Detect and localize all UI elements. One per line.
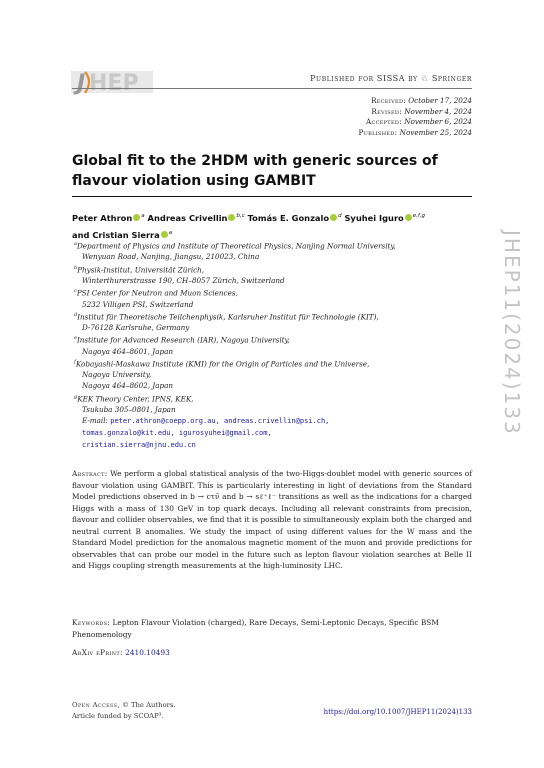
affil-line: Wenyuan Road, Nanjing, Jiangsu, 210023, China — [82, 252, 260, 262]
date-label: Received: — [371, 96, 406, 105]
publisher-name: Springer — [431, 74, 472, 83]
affil-line: Nagoya University, — [82, 370, 152, 380]
affil-line: Nagoya 464–8601, Japan — [82, 346, 173, 356]
affil-line: PSI Center for Neutron and Muon Sciences, — [76, 288, 238, 298]
footer-license — [72, 700, 272, 721]
date-value: November 6, 2024 — [404, 117, 472, 127]
date-label: Revised: — [371, 106, 402, 116]
side-stamp — [496, 230, 528, 492]
affiliation-b — [74, 263, 474, 287]
email-link[interactable]: cristian.sierra@njnu.edu.cn — [82, 441, 196, 450]
affil-mark: a — [74, 241, 77, 247]
affiliation-a — [74, 239, 474, 263]
author-name: Cristian Sierra — [92, 229, 160, 240]
keywords-text: Lepton Flavour Violation (charged), Rare Decays, Semi-Leptonic Decays, Specific BSM Phenomenology — [72, 618, 439, 639]
affiliation-d — [74, 310, 474, 334]
author-affil-mark: e,f,g — [412, 213, 425, 219]
orcid-icon[interactable] — [405, 214, 412, 221]
doi-link[interactable]: https://doi.org/10.1007/JHEP11(2024)133 — [323, 708, 472, 716]
affiliation-g — [74, 392, 474, 416]
open-access-label: Open Access, — [72, 701, 120, 709]
publisher-line — [290, 74, 472, 83]
affil-line: Department of Physics and Institute of Theoretical Physics, Nanjing Normal University, — [76, 241, 396, 251]
affil-line: Tsukuba 305–0801, Japan — [82, 405, 176, 415]
orcid-icon[interactable] — [228, 214, 235, 221]
author-list — [72, 209, 477, 243]
author-name: Andreas Crivellin — [147, 212, 228, 223]
orcid-icon[interactable] — [133, 214, 140, 221]
date-label: Published: — [358, 127, 398, 137]
author-name: Syuhei Iguro — [344, 212, 404, 223]
affil-line: KEK Theory Center, IPNS, KEK, — [77, 393, 194, 403]
abstract — [72, 468, 472, 572]
orcid-icon[interactable] — [161, 231, 168, 238]
affil-line: Physik-Institut, Universität Zürich, — [77, 264, 205, 274]
author-conjunction: and — [72, 229, 90, 240]
affil-line: D-76128 Karlsruhe, Germany — [82, 323, 190, 333]
springer-icon: ♘ — [420, 74, 429, 83]
funding-text: Article funded by SCOAP³. — [72, 711, 164, 720]
jhep-logo-icon — [71, 69, 153, 95]
publisher-text: Published for SISSA by — [310, 74, 418, 83]
affiliations — [74, 239, 474, 451]
svg-text:HEP: HEP — [89, 71, 139, 95]
affil-line: Kobayashi-Maskawa Institute (KMI) for the Origin of Particles and the Universe, — [75, 359, 370, 369]
history-dates — [330, 96, 472, 138]
affil-mark: f — [74, 358, 76, 365]
abstract-label: Abstract: — [72, 469, 108, 478]
arxiv-label: ArXiv ePrint: — [72, 648, 123, 657]
journal-logo — [71, 69, 153, 95]
author-name: Peter Athron — [72, 212, 133, 223]
arxiv-link[interactable]: 2410.10493 — [125, 648, 170, 657]
author-name: Tomás E. Gonzalo — [247, 212, 330, 223]
date-accepted — [330, 117, 472, 128]
date-value: November 4, 2024 — [404, 106, 472, 116]
keywords — [72, 617, 472, 640]
title-divider — [72, 196, 472, 197]
email-block — [74, 415, 474, 451]
author-affil-mark: b,c — [236, 213, 245, 219]
side-stamp-text: JHEP11(2024)133 — [500, 230, 524, 436]
affil-mark: e — [74, 335, 77, 342]
affil-line: Institut für Theoretische Teilchenphysik, Karlsruher Institut für Technologie (KIT), — [77, 312, 379, 322]
paper-title: Global fit to the 2HDM with generic sources of flavour violation using GAMBIT — [72, 153, 438, 189]
orcid-icon[interactable] — [330, 214, 337, 221]
email-link[interactable]: tomas.gonzalo@kit.edu, igurosyuhei@gmail.com, — [82, 429, 272, 438]
date-published — [330, 128, 472, 139]
date-revised — [330, 107, 472, 118]
affil-line: Nagoya 464–8602, Japan — [82, 381, 173, 391]
keywords-label: Keywords: — [72, 618, 111, 627]
email-label: E-mail: — [82, 416, 108, 426]
affiliation-f — [74, 357, 474, 392]
rights-text: © The Authors. — [122, 701, 176, 709]
affil-line: 5232 Villigen PSI, Switzerland — [82, 299, 194, 309]
email-link[interactable]: peter.athron@coepp.org.au, andreas.crivellin@psi.ch, — [110, 417, 330, 426]
svg-text:J: J — [77, 71, 86, 95]
affil-mark: d — [74, 311, 78, 318]
author-affil-mark: d — [338, 213, 342, 219]
affil-line: Winterthurerstrasse 190, CH–8057 Zürich, Switzerland — [82, 276, 285, 286]
date-label: Accepted: — [365, 117, 402, 127]
abstract-text: We perform a global statistical analysis of the two-Higgs-doublet model with generic sources of flavour violation using GAMBIT. This is particularly interesting in light of deviations from the Standard Model predictions observed in b → cτν̄ and b → sℓ⁺ℓ⁻ transitions as well as the indications for a charged Higgs with a mass of 130 GeV in top quark decays. Including all relevant constraints from precision, flavour and collider observables, we find that it is possible to simultaneously explain both the charged and neutral current B anomalies. We study the impact of using different values for the W mass and the Standard Model prediction for the anomalous magnetic moment of the muon and provide predictions for observables that can probe our model in the future such as lepton flavour violation searches at Belle II and Higgs coupling strength measurements at the high-luminosity LHC. — [72, 469, 472, 570]
affil-line: Institute for Advanced Research (IAR), Nagoya University, — [76, 335, 290, 345]
author-affil-mark: a — [141, 213, 145, 219]
affiliation-c — [74, 286, 474, 310]
header-divider — [72, 88, 472, 89]
affil-mark: g — [74, 393, 78, 400]
affil-mark: b — [74, 264, 78, 271]
date-value: October 17, 2024 — [408, 96, 472, 105]
affil-mark: c — [74, 288, 77, 295]
author-affil-mark: a — [168, 229, 173, 236]
affiliation-e — [74, 333, 474, 357]
arxiv-eprint — [72, 648, 472, 657]
date-value: November 25, 2024 — [399, 127, 472, 137]
date-received — [330, 96, 472, 107]
